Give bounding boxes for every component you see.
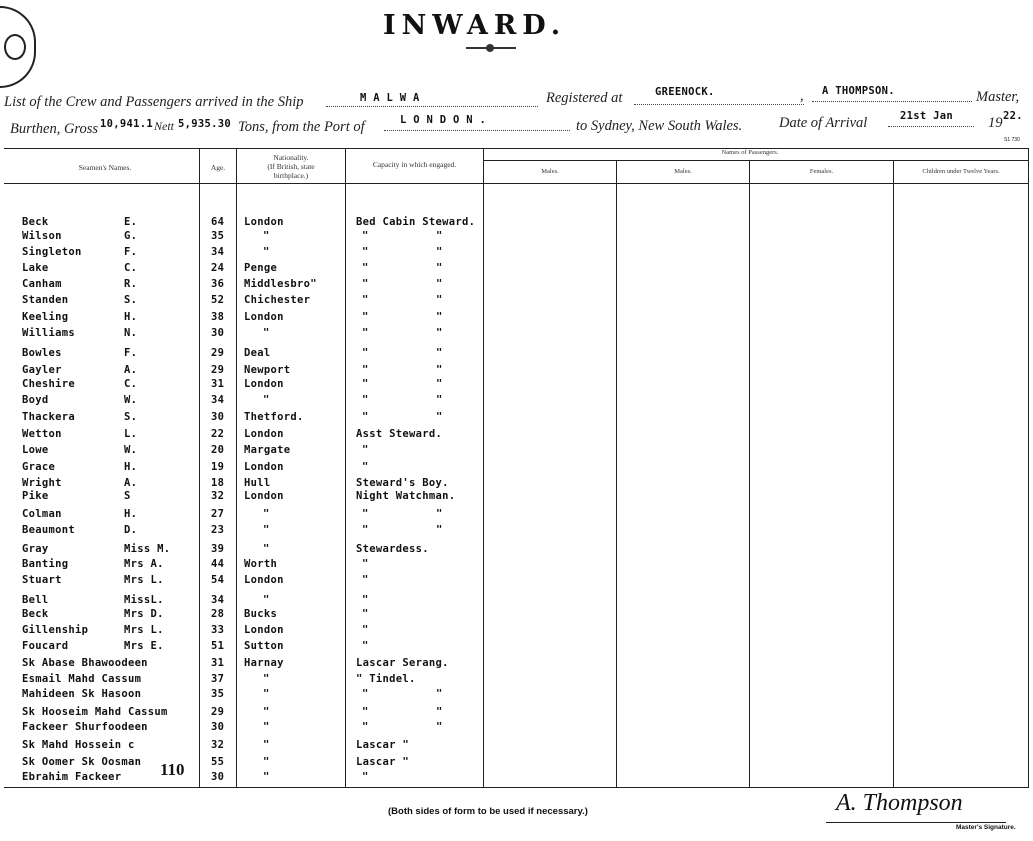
crew-capacity: Lascar " bbox=[356, 739, 409, 751]
crew-surname: Lake bbox=[22, 262, 49, 274]
crew-initial: G. bbox=[124, 230, 138, 242]
crew-age: 20 bbox=[211, 444, 225, 456]
crew-age: 29 bbox=[211, 347, 225, 359]
footer-note: (Both sides of form to be used if necessary.) bbox=[388, 806, 588, 817]
crew-birthplace: " bbox=[263, 543, 270, 555]
crew-age: 51 bbox=[211, 640, 225, 652]
crew-capacity-ditto: " bbox=[436, 364, 443, 376]
crew-age: 34 bbox=[211, 394, 225, 406]
crew-birthplace: " bbox=[263, 706, 270, 718]
crew-initial: S. bbox=[124, 294, 138, 306]
crew-birthplace: " bbox=[263, 721, 270, 733]
crew-capacity-ditto: " bbox=[436, 411, 443, 423]
comma: , bbox=[800, 88, 804, 104]
form-number: S1 730 bbox=[1004, 137, 1020, 143]
crew-birthplace: London bbox=[244, 216, 284, 228]
header-nationality: Nationality. (If British, state birthplace.) bbox=[267, 153, 315, 180]
crew-capacity: Steward's Boy. bbox=[356, 477, 449, 489]
crew-capacity-ditto: " bbox=[436, 378, 443, 390]
header-passengers: Names of Passengers. bbox=[721, 149, 779, 156]
crew-age: 18 bbox=[211, 477, 225, 489]
crew-capacity-ditto: " bbox=[436, 524, 443, 536]
signature-line bbox=[826, 822, 1006, 823]
crew-birthplace: " bbox=[263, 756, 270, 768]
crew-initial: C. bbox=[124, 262, 138, 274]
crew-age: 64 bbox=[211, 216, 225, 228]
crew-capacity: " bbox=[362, 688, 369, 700]
crew-initial: E. bbox=[124, 216, 138, 228]
table-bottom-rule bbox=[4, 787, 1029, 788]
crew-surname: Ebrahim Fackeer bbox=[22, 771, 122, 783]
header-males-2: Males. bbox=[674, 168, 692, 175]
crew-surname: Beck bbox=[22, 216, 49, 228]
signature-label: Master's Signature. bbox=[956, 824, 1016, 831]
crew-surname: Esmail Mahd Cassum bbox=[22, 673, 142, 685]
crew-capacity-ditto: " bbox=[436, 311, 443, 323]
crew-capacity: " bbox=[362, 294, 369, 306]
crew-birthplace: Thetford. bbox=[244, 411, 304, 423]
crew-capacity: Lascar " bbox=[356, 756, 409, 768]
crew-surname: Foucard bbox=[22, 640, 69, 652]
table-header-rule bbox=[4, 183, 1029, 184]
crew-birthplace: " bbox=[263, 673, 270, 685]
crew-capacity: " bbox=[362, 246, 369, 258]
crew-initial: D. bbox=[124, 524, 138, 536]
crew-birthplace: Chichester bbox=[244, 294, 311, 306]
crew-capacity: Night Watchman. bbox=[356, 490, 456, 502]
crew-capacity-ditto: " bbox=[436, 394, 443, 406]
crew-surname: Thackera bbox=[22, 411, 75, 423]
crew-birthplace: London bbox=[244, 624, 284, 636]
crew-initial: F. bbox=[124, 347, 138, 359]
crew-surname: Wetton bbox=[22, 428, 62, 440]
crew-birthplace: London bbox=[244, 490, 284, 502]
crew-surname: Gray bbox=[22, 543, 49, 555]
header-females: Females. bbox=[809, 168, 834, 175]
crew-age: 39 bbox=[211, 543, 225, 555]
crew-surname: Bell bbox=[22, 594, 49, 606]
crew-capacity-ditto: " bbox=[436, 278, 443, 290]
crew-surname: Keeling bbox=[22, 311, 69, 323]
crew-birthplace: London bbox=[244, 428, 284, 440]
crew-age: 44 bbox=[211, 558, 225, 570]
ship-line bbox=[326, 106, 538, 107]
from-port: L O N D O N . bbox=[400, 114, 487, 126]
crew-birthplace: London bbox=[244, 311, 284, 323]
crew-age: 27 bbox=[211, 508, 225, 520]
crew-birthplace: " bbox=[263, 771, 270, 783]
crew-age: 22 bbox=[211, 428, 225, 440]
crew-surname: Gillenship bbox=[22, 624, 89, 636]
crew-birthplace: Newport bbox=[244, 364, 291, 376]
crew-initial: W. bbox=[124, 394, 138, 406]
crew-age: 32 bbox=[211, 490, 225, 502]
crew-initial: Mrs L. bbox=[124, 624, 164, 636]
crew-capacity: " bbox=[362, 327, 369, 339]
crew-capacity: " bbox=[362, 262, 369, 274]
crew-capacity: " bbox=[362, 558, 369, 570]
crew-initial: F. bbox=[124, 246, 138, 258]
crew-capacity-ditto: " bbox=[436, 347, 443, 359]
master-line bbox=[812, 101, 972, 102]
crew-initial: A. bbox=[124, 364, 138, 376]
crew-surname: Sk Oomer Sk Oosman bbox=[22, 756, 142, 768]
crew-surname: Mahideen Sk Hasoon bbox=[22, 688, 142, 700]
crew-age: 28 bbox=[211, 608, 225, 620]
crew-age: 34 bbox=[211, 246, 225, 258]
col-divider-children bbox=[893, 160, 894, 787]
crew-capacity: " bbox=[362, 640, 369, 652]
year-prefix: 19 bbox=[988, 115, 1003, 131]
crew-surname: Gayler bbox=[22, 364, 62, 376]
crew-age: 35 bbox=[211, 230, 225, 242]
crew-capacity: " bbox=[362, 461, 369, 473]
crew-surname: Sk Mahd Hossein c bbox=[22, 739, 135, 751]
col-divider-females bbox=[749, 160, 750, 787]
crew-age: 23 bbox=[211, 524, 225, 536]
crew-surname: Williams bbox=[22, 327, 75, 339]
crew-age: 31 bbox=[211, 378, 225, 390]
arrival-label: Date of Arrival bbox=[779, 115, 868, 131]
crew-capacity: " bbox=[362, 364, 369, 376]
crew-initial: Mrs D. bbox=[124, 608, 164, 620]
crew-initial: H. bbox=[124, 461, 138, 473]
crew-birthplace: London bbox=[244, 574, 284, 586]
registered-port: GREENOCK. bbox=[655, 86, 715, 98]
crew-initial: Mrs E. bbox=[124, 640, 164, 652]
crew-capacity-ditto: " bbox=[436, 246, 443, 258]
crew-initial: Mrs A. bbox=[124, 558, 164, 570]
col-divider-capacity bbox=[345, 148, 346, 787]
crew-initial: S. bbox=[124, 411, 138, 423]
burthen-label: Burthen, Gross bbox=[10, 121, 99, 137]
nett-label: Nett bbox=[154, 119, 174, 133]
crew-capacity-ditto: " bbox=[436, 688, 443, 700]
crew-age: 55 bbox=[211, 756, 225, 768]
official-seal bbox=[0, 6, 36, 88]
crew-birthplace: " bbox=[263, 230, 270, 242]
gross-tonnage: 10,941.1 bbox=[100, 118, 153, 130]
crew-age: 30 bbox=[211, 721, 225, 733]
crew-birthplace: " bbox=[263, 394, 270, 406]
crew-capacity: " bbox=[362, 311, 369, 323]
crew-surname: Bowles bbox=[22, 347, 62, 359]
crew-capacity: " bbox=[362, 230, 369, 242]
col-divider-nationality bbox=[236, 148, 237, 787]
crew-capacity: " bbox=[362, 411, 369, 423]
crew-capacity: " bbox=[362, 721, 369, 733]
crew-capacity-ditto: " bbox=[436, 508, 443, 520]
crew-birthplace: Hull bbox=[244, 477, 271, 489]
crew-age: 29 bbox=[211, 706, 225, 718]
crew-capacity-ditto: " bbox=[436, 327, 443, 339]
crew-birthplace: " bbox=[263, 739, 270, 751]
crew-initial: MissL. bbox=[124, 594, 164, 606]
crew-surname: Fackeer Shurfoodeen bbox=[22, 721, 148, 733]
crew-birthplace: Worth bbox=[244, 558, 278, 570]
year-suffix: 22. bbox=[1003, 110, 1023, 122]
crew-capacity: " bbox=[362, 444, 369, 456]
tons-label: Tons, from the Port of bbox=[238, 119, 365, 135]
crew-birthplace: Middlesbro" bbox=[244, 278, 317, 290]
nett-tonnage: 5,935.30 bbox=[178, 118, 231, 130]
crew-birthplace: Sutton bbox=[244, 640, 284, 652]
crew-capacity: Asst Steward. bbox=[356, 428, 443, 440]
crew-birthplace: " bbox=[263, 594, 270, 606]
crew-birthplace: London bbox=[244, 461, 284, 473]
from-port-line bbox=[384, 130, 570, 131]
crew-birthplace: Bucks bbox=[244, 608, 278, 620]
crew-age: 31 bbox=[211, 657, 225, 669]
crew-age: 37 bbox=[211, 673, 225, 685]
header-line1-prefix: List of the Crew and Passengers arrived in the Ship bbox=[4, 94, 304, 110]
crew-capacity: Bed Cabin Steward. bbox=[356, 216, 476, 228]
crew-capacity: " bbox=[362, 378, 369, 390]
page-title: INWARD. bbox=[383, 10, 567, 41]
crew-age: 19 bbox=[211, 461, 225, 473]
col-divider-age bbox=[199, 148, 200, 787]
crew-surname: Lowe bbox=[22, 444, 49, 456]
arrival-date: 21st Jan bbox=[900, 110, 953, 122]
crew-age: 30 bbox=[211, 411, 225, 423]
crew-surname: Singleton bbox=[22, 246, 82, 258]
crew-capacity: Lascar Serang. bbox=[356, 657, 449, 669]
crew-capacity: " bbox=[362, 706, 369, 718]
tally-mark: 110 bbox=[160, 760, 185, 779]
crew-surname: Beck bbox=[22, 608, 49, 620]
crew-birthplace: " bbox=[263, 524, 270, 536]
crew-age: 30 bbox=[211, 771, 225, 783]
crew-birthplace: " bbox=[263, 688, 270, 700]
crew-capacity-ditto: " bbox=[436, 294, 443, 306]
crew-birthplace: Margate bbox=[244, 444, 291, 456]
crew-capacity: " bbox=[362, 594, 369, 606]
crew-birthplace: Penge bbox=[244, 262, 278, 274]
crew-capacity: " Tindel. bbox=[356, 673, 416, 685]
header-children: Children under Twelve Years. bbox=[922, 168, 1000, 175]
crew-age: 32 bbox=[211, 739, 225, 751]
header-capacity: Capacity in which engaged. bbox=[372, 160, 457, 169]
table-right-edge bbox=[1028, 148, 1029, 787]
crew-age: 29 bbox=[211, 364, 225, 376]
crew-capacity: " bbox=[362, 394, 369, 406]
crew-capacity-ditto: " bbox=[436, 230, 443, 242]
crew-surname: Cheshire bbox=[22, 378, 75, 390]
crew-surname: Beaumont bbox=[22, 524, 75, 536]
master-name: A THOMPSON. bbox=[822, 85, 895, 97]
master-label: Master, bbox=[976, 89, 1020, 105]
header-males-1: Males. bbox=[541, 168, 559, 175]
port-line bbox=[634, 104, 804, 105]
master-signature: A. Thompson bbox=[836, 790, 963, 816]
crew-age: 35 bbox=[211, 688, 225, 700]
crew-birthplace: Deal bbox=[244, 347, 271, 359]
header-age: Age. bbox=[210, 163, 226, 172]
crew-capacity: " bbox=[362, 574, 369, 586]
crew-capacity: " bbox=[362, 347, 369, 359]
crew-age: 38 bbox=[211, 311, 225, 323]
passenger-subheader-rule bbox=[484, 160, 1029, 161]
crew-capacity: " bbox=[362, 278, 369, 290]
crew-initial: H. bbox=[124, 311, 138, 323]
crew-age: 36 bbox=[211, 278, 225, 290]
crew-age: 52 bbox=[211, 294, 225, 306]
registered-label: Registered at bbox=[546, 90, 623, 106]
crew-initial: Mrs L. bbox=[124, 574, 164, 586]
crew-initial: Miss M. bbox=[124, 543, 171, 555]
crew-surname: Canham bbox=[22, 278, 62, 290]
crew-surname: Pike bbox=[22, 490, 49, 502]
crew-surname: Grace bbox=[22, 461, 56, 473]
crew-capacity: " bbox=[362, 508, 369, 520]
crew-capacity: " bbox=[362, 608, 369, 620]
crew-birthplace: Harnay bbox=[244, 657, 284, 669]
crew-birthplace: " bbox=[263, 508, 270, 520]
crew-surname: Sk Hooseim Mahd Cassum bbox=[22, 706, 168, 718]
crew-birthplace: London bbox=[244, 378, 284, 390]
crew-initial: W. bbox=[124, 444, 138, 456]
crew-age: 30 bbox=[211, 327, 225, 339]
crew-surname: Standen bbox=[22, 294, 69, 306]
col-divider-males2 bbox=[616, 160, 617, 787]
crew-capacity-ditto: " bbox=[436, 262, 443, 274]
crew-capacity-ditto: " bbox=[436, 721, 443, 733]
crew-initial: S bbox=[124, 490, 131, 502]
crew-initial: C. bbox=[124, 378, 138, 390]
crew-age: 24 bbox=[211, 262, 225, 274]
crew-surname: Sk Abase Bhawoodeen bbox=[22, 657, 148, 669]
destination-label: to Sydney, New South Wales. bbox=[576, 118, 743, 134]
header-names: Seamen's Names. bbox=[78, 163, 132, 172]
crew-age: 34 bbox=[211, 594, 225, 606]
crew-initial: L. bbox=[124, 428, 138, 440]
ship-name: M A L W A bbox=[360, 92, 420, 104]
crew-initial: A. bbox=[124, 477, 138, 489]
crew-initial: R. bbox=[124, 278, 138, 290]
crew-initial: N. bbox=[124, 327, 138, 339]
crew-capacity-ditto: " bbox=[436, 706, 443, 718]
col-divider-passengers bbox=[483, 148, 484, 787]
crew-surname: Colman bbox=[22, 508, 62, 520]
crew-surname: Stuart bbox=[22, 574, 62, 586]
arrival-line bbox=[888, 126, 974, 127]
crew-capacity: Stewardess. bbox=[356, 543, 429, 555]
crew-surname: Banting bbox=[22, 558, 69, 570]
crew-surname: Boyd bbox=[22, 394, 49, 406]
crew-surname: Wright bbox=[22, 477, 62, 489]
crew-age: 33 bbox=[211, 624, 225, 636]
crew-initial: H. bbox=[124, 508, 138, 520]
crew-capacity: " bbox=[362, 524, 369, 536]
crew-capacity: " bbox=[362, 624, 369, 636]
title-ornament-dot bbox=[486, 44, 494, 52]
crew-birthplace: " bbox=[263, 246, 270, 258]
crew-age: 54 bbox=[211, 574, 225, 586]
crew-birthplace: " bbox=[263, 327, 270, 339]
crew-capacity: " bbox=[362, 771, 369, 783]
crew-surname: Wilson bbox=[22, 230, 62, 242]
